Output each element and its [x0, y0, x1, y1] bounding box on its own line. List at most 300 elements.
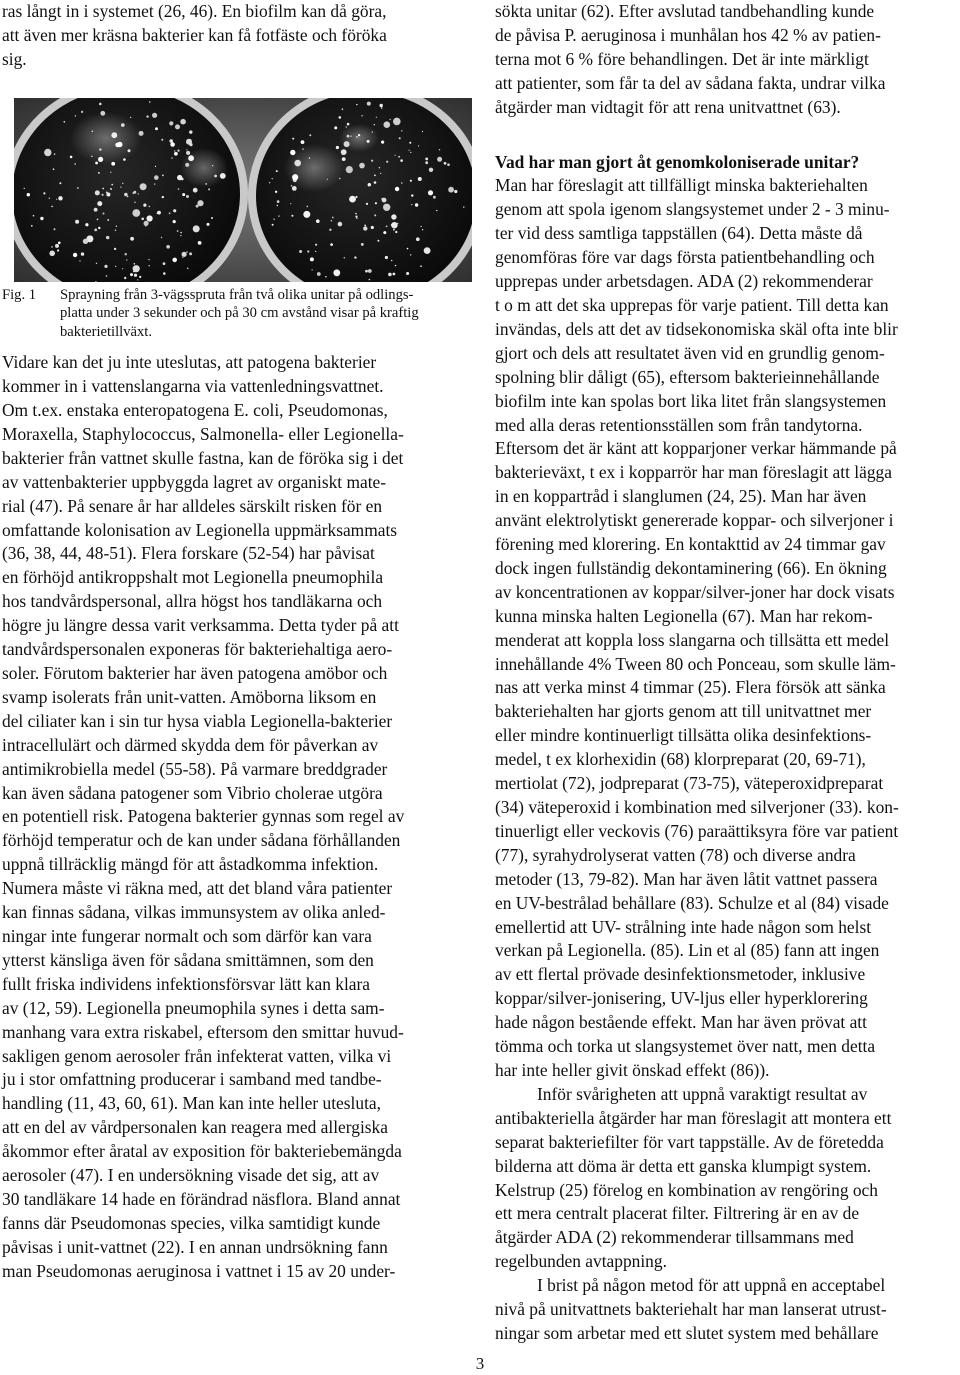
- colony-dot: [58, 196, 62, 200]
- colony-dot: [439, 149, 440, 150]
- section-heading: Vad har man gjort åt genomkoloniserade unitar?: [495, 151, 860, 172]
- text-line: kan finnas sådana, vilkas immunsystem av olika anled-: [2, 902, 386, 923]
- colony-dot: [92, 130, 94, 132]
- colony-dot: [125, 253, 127, 255]
- colony-dot: [342, 157, 346, 161]
- colony-dot: [166, 245, 170, 249]
- colony-dot: [342, 153, 344, 155]
- colony-dot: [180, 232, 182, 234]
- colony-dot: [173, 209, 176, 212]
- colony-dot: [121, 123, 125, 127]
- colony-dot: [410, 151, 411, 152]
- text-line: t o m att det ska upprepas för varje patient. Till detta kan: [495, 294, 889, 315]
- colony-dot: [409, 142, 411, 144]
- text-line: ytterst känsliga även för sådana smittämnen, som den: [2, 949, 374, 970]
- colony-dot: [415, 203, 418, 206]
- colony-dot: [148, 259, 149, 260]
- colony-dot: [429, 167, 433, 171]
- colony-dot: [189, 130, 192, 133]
- colony-dot: [96, 262, 97, 263]
- colony-dot: [366, 203, 368, 205]
- text-line: Vidare kan det ju inte uteslutas, att patogena bakterier: [2, 352, 377, 373]
- colony-dot: [146, 115, 148, 117]
- colony-dot: [49, 197, 50, 198]
- colony-dot: [169, 212, 171, 214]
- colony-dot: [422, 229, 423, 230]
- text-line: spolning blir dåligt (65), eftersom bakterieinnehållande: [495, 366, 880, 387]
- colony-dot: [273, 218, 274, 219]
- colony-dot: [346, 126, 347, 127]
- colony-dot: [143, 203, 146, 206]
- colony-dot: [115, 266, 116, 267]
- colony-dot: [406, 272, 409, 275]
- text-line: förening med klorering. En kontakttid av 24 timmar gav: [495, 534, 886, 555]
- colony-dot: [315, 243, 317, 245]
- colony-dot: [416, 237, 420, 241]
- text-line: att en del av vårdpersonalen kan reagera med allergiska: [2, 1117, 388, 1138]
- colony-dot: [277, 200, 280, 203]
- colony-dot: [170, 142, 175, 147]
- colony-dot: [104, 265, 107, 268]
- text-line: kunna minska halten Legionella (67). Man har rekom-: [495, 605, 873, 626]
- colony-dot: [139, 276, 141, 278]
- text-line: åkommor efter åratal av exposition för bakteriebemängda: [2, 1141, 402, 1162]
- colony-dot: [339, 177, 341, 179]
- colony-dot: [147, 215, 153, 221]
- colony-dot: [421, 226, 422, 227]
- colony-dot: [292, 174, 298, 180]
- colony-dot: [386, 225, 388, 227]
- colony-dot: [433, 196, 436, 199]
- colony-dot: [43, 192, 45, 194]
- colony-dot: [350, 135, 351, 136]
- text-line: intracellulärt och därmed skydda dem för påverkan av: [2, 734, 379, 755]
- colony-dot: [57, 249, 59, 251]
- colony-dot: [99, 148, 101, 150]
- colony-dot: [372, 131, 373, 132]
- text-line: en förhöjd antikroppshalt mot Legionella pneumophila: [2, 567, 384, 588]
- petri-dish-image: [14, 98, 472, 282]
- colony-dot: [163, 262, 166, 265]
- colony-dot: [381, 140, 384, 143]
- colony-dot: [94, 208, 98, 212]
- colony-dot: [395, 187, 399, 191]
- colony-dot: [355, 199, 356, 200]
- text-line: (36, 38, 44, 48-51). Flera forskare (52-54) har påvisat: [2, 543, 375, 564]
- text-line: bakteriehalten har gjorts genom att till unitvattnet mer: [495, 701, 872, 722]
- text-line: metoder (13, 79-82). Man har även låtit vattnet passera: [495, 868, 878, 889]
- colony-dot: [391, 224, 393, 226]
- colony-dot: [149, 205, 151, 207]
- colony-dot: [198, 241, 202, 245]
- right-column: [495, 0, 957, 1346]
- colony-dot: [365, 269, 368, 272]
- text-line: menderat att koppla loss slangarna och tillsätta ett medel: [495, 629, 890, 650]
- colony-dot: [106, 275, 108, 277]
- colony-dot: [70, 155, 73, 158]
- colony-dot: [359, 163, 365, 169]
- text-line: separat bakteriefilter för vart tappställe. Av de företedda: [495, 1131, 884, 1152]
- colony-dot: [299, 250, 302, 253]
- colony-dot: [144, 220, 149, 225]
- colony-dot: [154, 175, 159, 180]
- text-line: ningar som arbetar med ett slutet system med behållare: [495, 1322, 879, 1343]
- text-line: sökta unitar (62). Efter avslutad tandbehandling kunde: [495, 1, 875, 21]
- text-line: dock ingen fullständig dekontaminering (66). En ökning: [495, 557, 887, 578]
- colony-dot: [358, 134, 360, 136]
- text-line: uppnå tillräcklig mängd för att åstadkomma infektion.: [2, 854, 379, 875]
- colony-dot: [418, 145, 419, 146]
- colony-dot: [409, 149, 410, 150]
- text-line: ningar inte fungerar normalt och som därför kan vara: [2, 925, 372, 946]
- colony-dot: [27, 193, 30, 196]
- colony-dot: [393, 272, 396, 275]
- text-line: bakterieväxt, t ex i kopparrör har man föreslagit att lägga: [495, 462, 892, 483]
- colony-dot: [100, 111, 105, 116]
- colony-dot: [182, 251, 187, 256]
- text-line: omfattande kolonisation av Legionella uppmärksammats: [2, 519, 398, 540]
- text-line: emellertid att UV- strålning inte hade någon som helst: [495, 916, 872, 937]
- colony-dot: [99, 102, 102, 105]
- text-line: åtgärder ADA (2) rekommenderar tillsammans med: [495, 1227, 854, 1248]
- figure-caption: [2, 286, 472, 342]
- colony-dot: [114, 247, 116, 249]
- colony-dot: [138, 193, 139, 194]
- text-line: 30 tandläkare 14 hade en förändrad näsflora. Bland annat: [2, 1188, 401, 1209]
- colony-dot: [59, 182, 61, 184]
- colony-dot: [312, 269, 313, 270]
- text-line: Man har föreslagit att tillfälligt minska bakteriehalten: [495, 175, 868, 196]
- text-line: manhang vara extra riskabel, eftersom den smittar huvud-: [2, 1021, 404, 1042]
- colony-dot: [107, 219, 109, 221]
- colony-dot: [355, 213, 357, 215]
- colony-dot: [178, 188, 180, 190]
- colony-dot: [154, 183, 155, 184]
- colony-dot: [368, 183, 371, 186]
- text-line: Inför svårigheten att uppnå varaktigt resultat av: [537, 1083, 868, 1104]
- colony-dot: [211, 217, 213, 219]
- colony-dot: [444, 162, 447, 165]
- text-line: aerosoler (47). I en undersökning visade det sig, att av: [2, 1165, 380, 1186]
- left-body: [2, 351, 472, 1283]
- colony-dot: [330, 243, 333, 246]
- colony-dot: [49, 250, 55, 256]
- text-line: invändas, dels att det av tidsekonomiska skäl ofta inte blir: [495, 318, 898, 339]
- text-line: ett mera centralt placerat filter. Filtrering är en av de: [495, 1203, 860, 1224]
- text-line: genomföras före var dags första patientbehandling och: [495, 247, 875, 268]
- colony-dot: [75, 115, 76, 116]
- colony-dot: [393, 229, 395, 231]
- colony-dot: [91, 155, 92, 156]
- colony-dot: [115, 229, 116, 230]
- text-line: att patienter, som får ta del av sådana fakta, undrar vilka: [495, 72, 886, 93]
- petri-dish-photo: [14, 98, 472, 282]
- colony-dot: [376, 116, 377, 117]
- colony-dot: [110, 188, 112, 190]
- colony-dot: [182, 257, 183, 258]
- colony-dot: [115, 142, 120, 147]
- colony-dot: [307, 250, 309, 252]
- colony-dot: [33, 215, 35, 217]
- colony-dot: [175, 124, 180, 129]
- colony-dot: [333, 269, 340, 276]
- colony-dot: [130, 237, 134, 241]
- colony-dot: [133, 265, 140, 272]
- colony-dot: [134, 201, 135, 202]
- text-line: antimikrobiella medel (55-58). På varmare breddgrader: [2, 758, 388, 779]
- colony-dot: [422, 131, 423, 132]
- colony-dot: [303, 211, 310, 218]
- colony-dot: [95, 161, 98, 164]
- colony-dot: [384, 121, 391, 128]
- colony-dot: [79, 260, 80, 261]
- colony-dot: [116, 225, 117, 226]
- text-line: de påvisa P. aeruginosa i munhålan hos 42 % av patien-: [495, 24, 881, 45]
- page-number: 3: [475, 1354, 485, 1373]
- colony-dot: [388, 272, 392, 276]
- text-line: bakterietillväxt.: [60, 323, 152, 340]
- colony-dot: [106, 236, 109, 239]
- colony-dot: [54, 153, 56, 155]
- colony-dot: [307, 205, 309, 207]
- text-line: Moraxella, Staphylococcus, Salmonella- eller Legionella-: [2, 423, 404, 444]
- text-line: del ciliater kan i sin tur hysa viabla Legionella-bakterier: [2, 710, 393, 731]
- colony-dot: [186, 195, 189, 198]
- colony-dot: [401, 182, 403, 184]
- text-line: Om t.ex. enstaka enteropatogena E. coli, Pseudomonas,: [2, 400, 388, 421]
- colony-dot: [346, 166, 353, 173]
- colony-dot: [188, 155, 194, 161]
- text-line: bilderna att döma är detta ett ganska klumpigt system.: [495, 1155, 872, 1176]
- colony-haze: [339, 124, 379, 152]
- colony-dot: [344, 141, 350, 147]
- colony-dot: [40, 217, 43, 220]
- colony-dot: [193, 225, 200, 232]
- colony-dot: [400, 159, 403, 162]
- figure-label: Fig. 1: [2, 286, 37, 303]
- colony-dot: [332, 216, 334, 218]
- colony-dot: [344, 257, 345, 258]
- colony-dot: [301, 140, 305, 144]
- colony-dot: [207, 223, 210, 226]
- colony-dot: [186, 151, 190, 155]
- colony-dot: [269, 182, 270, 183]
- text-line: in en koppartråd i slanglumen (24, 25). Man har även: [495, 486, 867, 507]
- text-line: Numera måste vi räkna med, att det bland våra patienter: [2, 878, 393, 899]
- colony-dot: [380, 104, 383, 107]
- colony-dot: [205, 183, 207, 185]
- colony-dot: [44, 149, 51, 156]
- text-line: hade någon bestående effekt. Man har även prövat att: [495, 1012, 867, 1033]
- colony-dot: [347, 134, 350, 137]
- colony-dot: [189, 252, 192, 255]
- text-line: genom att spola igenom slangsystemet under 2 - 3 minu-: [495, 199, 890, 220]
- text-line: att även mer kräsna bakterier kan få fotfäste och föröka: [2, 24, 387, 45]
- colony-dot: [329, 228, 331, 230]
- colony-dot: [410, 254, 411, 255]
- colony-dot: [436, 210, 437, 211]
- text-line: soler. Förutom bakterier har även patogena amöbor och: [2, 663, 388, 683]
- text-line: åtgärder man vidtagit för att rena unitvattnet (63).: [495, 96, 841, 117]
- colony-dot: [106, 192, 110, 196]
- text-line: (77), syrahydrolyserat vatten (78) och diverse andra: [495, 844, 856, 865]
- colony-dot: [214, 174, 217, 177]
- colony-dot: [208, 188, 210, 190]
- colony-dot: [364, 224, 366, 226]
- colony-dot: [124, 192, 128, 196]
- colony-dot: [395, 265, 396, 266]
- colony-dot: [463, 206, 464, 207]
- colony-dot: [161, 237, 162, 238]
- colony-dot: [130, 116, 131, 117]
- colony-dot: [177, 175, 182, 180]
- colony-dot: [361, 115, 362, 116]
- colony-dot: [410, 179, 412, 181]
- colony-dot: [447, 163, 450, 166]
- colony-dot: [220, 173, 226, 179]
- colony-dot: [401, 130, 402, 131]
- colony-dot: [327, 178, 328, 179]
- text-line: Eftersom det är känt att kopparjoner verkar hämmande på: [495, 438, 897, 459]
- colony-dot: [172, 257, 177, 262]
- colony-dot: [331, 220, 332, 221]
- colony-dot: [163, 272, 166, 275]
- colony-dot: [316, 219, 320, 223]
- colony-dot: [383, 203, 390, 210]
- colony-dot: [58, 241, 61, 244]
- colony-dot: [418, 177, 422, 181]
- colony-dot: [380, 173, 381, 174]
- text-line: tömma och torka ut slangsystemet över natt, men detta: [495, 1036, 876, 1057]
- colony-dot: [127, 195, 129, 197]
- text-line: upprepas under arbetsdagen. ADA (2) rekommenderar: [495, 271, 873, 292]
- colony-dot: [325, 276, 327, 278]
- colony-dot: [74, 163, 76, 165]
- text-line: mertiolat (72), jodpreparat (73-75), väteperoxidpreparat: [495, 773, 884, 794]
- colony-dot: [399, 137, 401, 139]
- text-line: terna mot 6 % före behandlingen. Det är inte märkligt: [495, 48, 869, 69]
- text-line: högre ju längre dessa varit verksamma. Detta tyder på att: [2, 615, 399, 636]
- colony-dot: [51, 246, 53, 248]
- colony-dot: [374, 124, 375, 125]
- text-line: fullt friska individens infektionsförsvar lätt kan klara: [2, 973, 371, 994]
- colony-dot: [139, 131, 144, 136]
- colony-dot: [385, 256, 388, 259]
- text-line: påvisas i unit-vattnet (22). I en annan undrsökning fann: [2, 1236, 388, 1257]
- colony-dot: [391, 259, 393, 261]
- text-line: regelbunden avtappning.: [495, 1251, 667, 1272]
- colony-dot: [111, 183, 113, 185]
- text-line: tandvårdspersonalen exponeras för bakteriehaltiga aero-: [2, 639, 393, 660]
- text-line: antibakteriella åtgärder har man föreslagit att montera ett: [495, 1107, 892, 1128]
- colony-dot: [120, 186, 121, 187]
- colony-dot: [309, 134, 311, 136]
- colony-dot: [275, 190, 277, 192]
- colony-dot: [391, 214, 396, 219]
- colony-dot: [371, 159, 373, 161]
- colony-dot: [185, 163, 189, 167]
- text-line: Kelstrup (25) förelog en kombination av rengöring och: [495, 1179, 878, 1200]
- colony-dot: [398, 156, 400, 158]
- text-line: en potentiell risk. Patogena bakterier gynnas som regel av: [2, 806, 405, 827]
- colony-dot: [155, 166, 156, 167]
- text-line: handling (11, 43, 60, 61). Man kan inte heller utesluta,: [2, 1093, 381, 1114]
- colony-dot: [81, 252, 84, 255]
- colony-dot: [56, 198, 57, 199]
- colony-dot: [309, 157, 311, 159]
- colony-dot: [355, 215, 357, 217]
- colony-dot: [342, 108, 344, 110]
- colony-dot: [173, 220, 176, 223]
- colony-dot: [395, 154, 396, 155]
- text-line: man Pseudomonas aeruginosa i vattnet i 15 av 20 under-: [2, 1260, 396, 1281]
- colony-dot: [347, 123, 350, 126]
- colony-dot: [349, 195, 356, 202]
- text-line: sakligen genom aerosoler från infekterat vatten, vilka vi: [2, 1045, 392, 1066]
- colony-dot: [367, 101, 371, 105]
- colony-dot: [356, 136, 358, 138]
- colony-dot: [375, 202, 377, 204]
- text-line: kan även sådana patogener som Vibrio cholerae utgöra: [2, 782, 383, 803]
- colony-dot: [54, 228, 56, 230]
- text-line: platta under 3 sekunder och på 30 cm avstånd visar på kraftig: [60, 305, 419, 322]
- colony-dot: [407, 248, 409, 250]
- colony-dot: [272, 224, 274, 226]
- colony-dot: [161, 139, 163, 141]
- colony-dot: [180, 235, 181, 236]
- colony-dot: [272, 178, 273, 179]
- colony-dot: [134, 273, 137, 276]
- colony-dot: [83, 238, 88, 243]
- colony-dot: [51, 205, 53, 207]
- colony-dot: [361, 243, 364, 246]
- text-line: gjort och dels att resultatet även vid en grundlig genom-: [495, 342, 885, 363]
- colony-dot: [77, 187, 79, 189]
- colony-dot: [425, 161, 428, 164]
- colony-dot: [356, 217, 357, 218]
- colony-dot: [53, 168, 55, 170]
- text-line: tinuerligt eller veckovis (76) paraättiksyra före var patient: [495, 820, 899, 841]
- left-column: [2, 0, 472, 1284]
- colony-dot: [149, 101, 151, 103]
- text-line: av ett flertal prövade desinfektionsmetoder, inklusive: [495, 964, 866, 985]
- colony-dot: [97, 218, 99, 220]
- text-line: har inte heller givit önskad effekt (86)).: [495, 1059, 770, 1080]
- text-line: av vattenbakterier uppbyggda lagret av organiskt mate-: [2, 471, 387, 492]
- colony-dot: [454, 190, 457, 193]
- colony-dot: [448, 187, 454, 193]
- text-line: rial (47). På senare år har alldeles särskilt risken för en: [2, 495, 383, 516]
- colony-dot: [302, 148, 303, 149]
- colony-dot: [31, 225, 33, 227]
- colony-dot: [193, 188, 198, 193]
- colony-dot: [369, 278, 371, 280]
- colony-dot: [157, 212, 158, 213]
- text-line: Sprayning från 3-vägsspruta från två olika unitar på odlings-: [60, 286, 414, 303]
- colony-dot: [363, 226, 367, 230]
- colony-dot: [122, 268, 123, 269]
- colony-dot: [128, 149, 131, 152]
- text-line: sig.: [2, 48, 27, 69]
- colony-dot: [368, 269, 372, 273]
- text-line: eller mindre kontinuerligt tillsätta olika desinfektions-: [495, 725, 872, 746]
- colony-dot: [428, 190, 433, 195]
- colony-dot: [73, 253, 77, 257]
- text-line: ras långt in i systemet (26, 46). En biofilm kan då göra,: [2, 1, 387, 21]
- colony-dot: [290, 203, 291, 204]
- colony-dot: [124, 277, 126, 279]
- text-line: kommer in i vattenslangarna via vattenledningsvattnet.: [2, 376, 384, 397]
